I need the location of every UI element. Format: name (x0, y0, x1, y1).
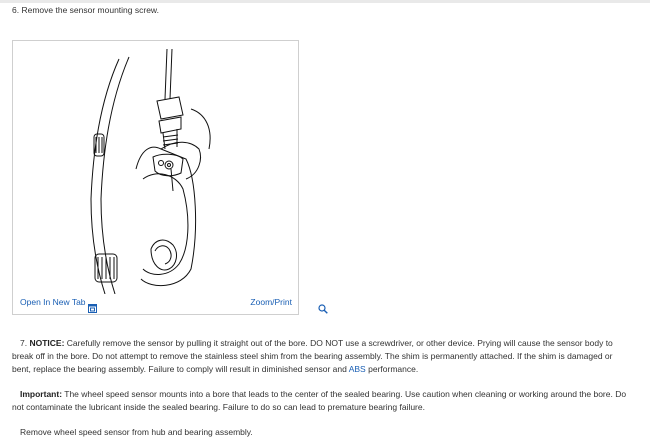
important-note (12, 388, 627, 414)
remove-text: Remove wheel speed sensor from hub and bearing assembly. (20, 427, 253, 437)
notice-text: Carefully remove the sensor by pulling it straight out of the bore. DO NOT use a screwdriver, or other device. Prying will cause the sensor body to break off in the bore. Do not attempt to remove the stainless steel shim from the bearing assembly. The shim is permanently attached. If the shim is damaged or bent, replace the bearing assembly. Failure to comply will result in diminished sensor and (12, 338, 613, 374)
open-new-tab-link[interactable] (20, 296, 86, 309)
magnifier-icon (318, 304, 328, 314)
open-new-tab-icon (88, 304, 97, 313)
notice-label: NOTICE: (29, 338, 65, 348)
remove-instruction (20, 426, 635, 439)
step-text: Remove the sensor mounting screw. (21, 5, 159, 15)
open-new-tab-label: Open In New Tab (20, 297, 86, 307)
wheel-speed-sensor-diagram (81, 49, 231, 294)
step-7 (12, 337, 627, 376)
abs-link[interactable]: ABS (348, 364, 366, 374)
important-text: The wheel speed sensor mounts into a bore that leads to the center of the sealed bearing. Use caution when cleaning or working around the bore. Do not contaminate the lubricant inside the sealed bearing. Failure to do so can lead to premature bearing failure. (12, 389, 627, 412)
diagram-figure (12, 40, 299, 315)
step-6 (12, 4, 159, 17)
top-divider (0, 0, 650, 3)
figure-footer (13, 296, 298, 310)
step-number: 6. (12, 5, 20, 15)
step-number: 7. (20, 338, 28, 348)
notice-text-end: performance. (368, 364, 419, 374)
zoom-print-label: Zoom/Print (250, 297, 292, 307)
important-label: Important: (20, 389, 63, 399)
zoom-print-link[interactable] (250, 296, 292, 309)
